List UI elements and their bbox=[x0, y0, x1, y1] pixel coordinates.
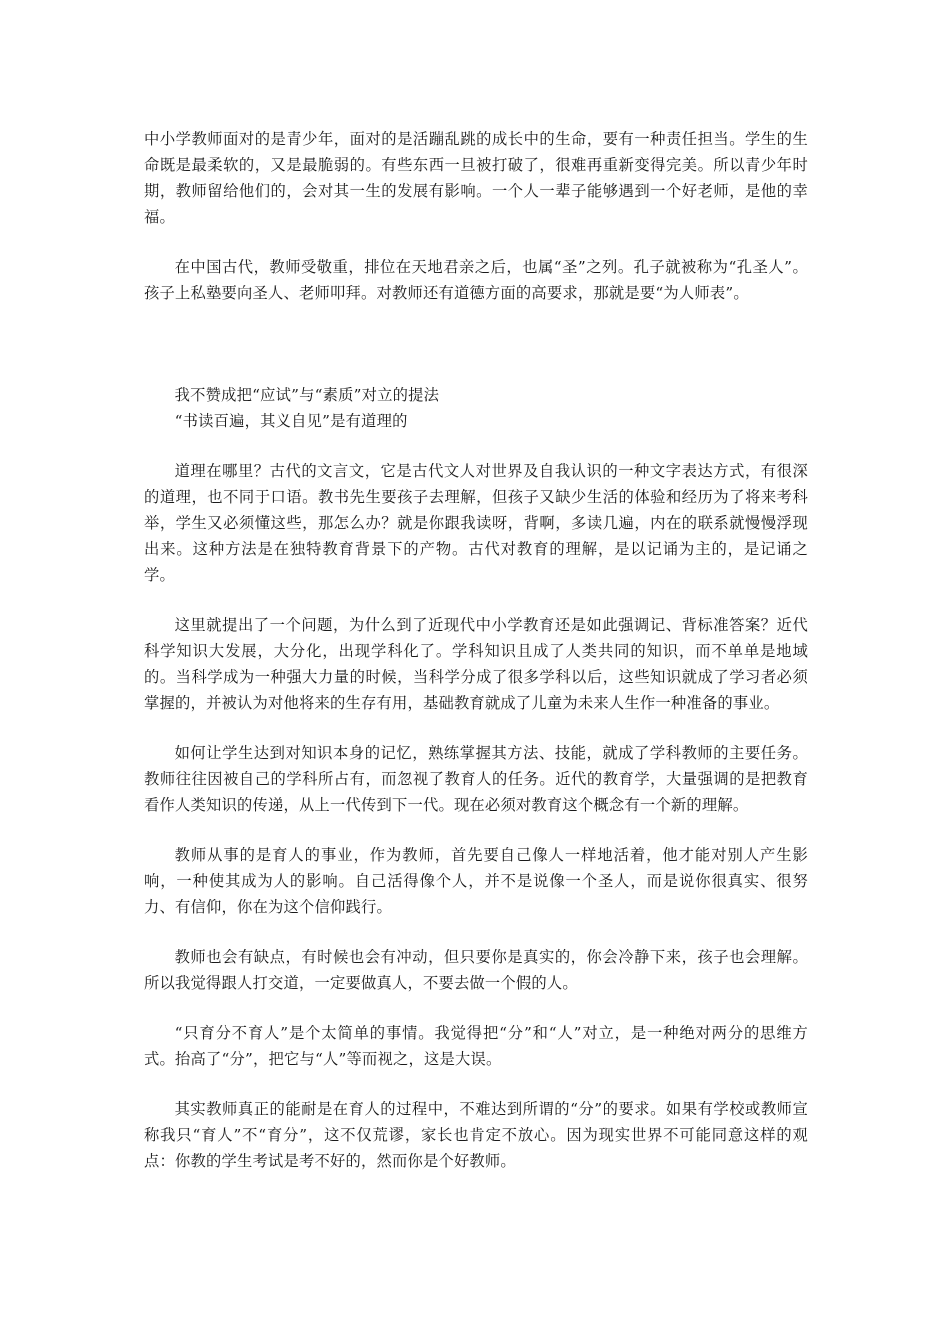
paragraph-7: 教师也会有缺点，有时候也会有冲动，但只要你是真实的，你会冷静下来，孩子也会理解。所以我觉得跟人打交道，一定要做真人，不要去做一个假的人。 bbox=[144, 948, 808, 992]
paragraph-8: “只育分不育人”是个太简单的事情。我觉得把“分”和“人”对立，是一种绝对两分的思维方式。抬高了“分”，把它与“人”等而视之，这是大误。 bbox=[144, 1024, 808, 1068]
section-gap bbox=[144, 330, 808, 382]
paragraph-6: 教师从事的是育人的事业，作为教师，首先要自己像人一样地活着，他才能对别人产生影响，一种使其成为人的影响。自己活得像个人，并不是说像一个圣人，而是说你很真实、很努力、有信仰，你在为这个信仰践行。 bbox=[144, 846, 808, 916]
paragraph-9: 其实教师真正的能耐是在育人的过程中，不难达到所谓的“分”的要求。如果有学校或教师宣称我只“育人”不“育分”，这不仅荒谬，家长也肯定不放心。因为现实世界不可能同意这样的观点：你教的学生考试是考不好的，然而你是个好教师。 bbox=[144, 1100, 808, 1170]
section-heading-1: 我不赞成把“应试”与“素质”对立的提法 bbox=[174, 386, 440, 404]
paragraph-1: 中小学教师面对的是青少年，面对的是活蹦乱跳的成长中的生命，要有一种责任担当。学生的生命既是最柔软的，又是最脆弱的。有些东西一旦被打破了，很难再重新变得完美。所以青少年时期，教师留给他们的，会对其一生的发展有影响。一个人一辈子能够遇到一个好老师，是他的幸福。 bbox=[144, 130, 808, 226]
paragraph-5: 如何让学生达到对知识本身的记忆，熟练掌握其方法、技能，就成了学科教师的主要任务。教师往往因被自己的学科所占有，而忽视了教育人的任务。近代的教育学，大量强调的是把教育看作人类知识的传递，从上一代传到下一代。现在必须对教育这个概念有一个新的理解。 bbox=[144, 744, 808, 814]
document-page bbox=[144, 126, 808, 1174]
paragraph-3: 道理在哪里？古代的文言文，它是古代文人对世界及自我认识的一种文字表达方式，有很深的道理，也不同于口语。教书先生要孩子去理解，但孩子又缺少生活的体验和经历为了将来考科举，学生又必须懂这些，那怎么办？就是你跟我读呀，背啊，多读几遍，内在的联系就慢慢浮现出来。这种方法是在独特教育背景下的产物。古代对教育的理解，是以记诵为主的，是记诵之学。 bbox=[144, 462, 808, 584]
paragraph-2: 在中国古代，教师受敬重，排位在天地君亲之后，也属“圣”之列。孔子就被称为“孔圣人”。孩子上私塾要向圣人、老师叩拜。对教师还有道德方面的高要求，那就是要“为人师表”。 bbox=[144, 258, 808, 302]
section-headings bbox=[144, 382, 808, 434]
section-heading-2: “书读百遍，其义自见”是有道理的 bbox=[174, 412, 408, 430]
paragraph-4: 这里就提出了一个问题，为什么到了近现代中小学教育还是如此强调记、背标准答案？近代科学知识大发展，大分化，出现学科化了。学科知识且成了人类共同的知识，而不单单是地域的。当科学成为一种强大力量的时候，当科学分成了很多学科以后，这些知识就成了学习者必须掌握的，并被认为对他将来的生存有用，基础教育就成了儿童为未来人生作一种准备的事业。 bbox=[144, 616, 808, 712]
